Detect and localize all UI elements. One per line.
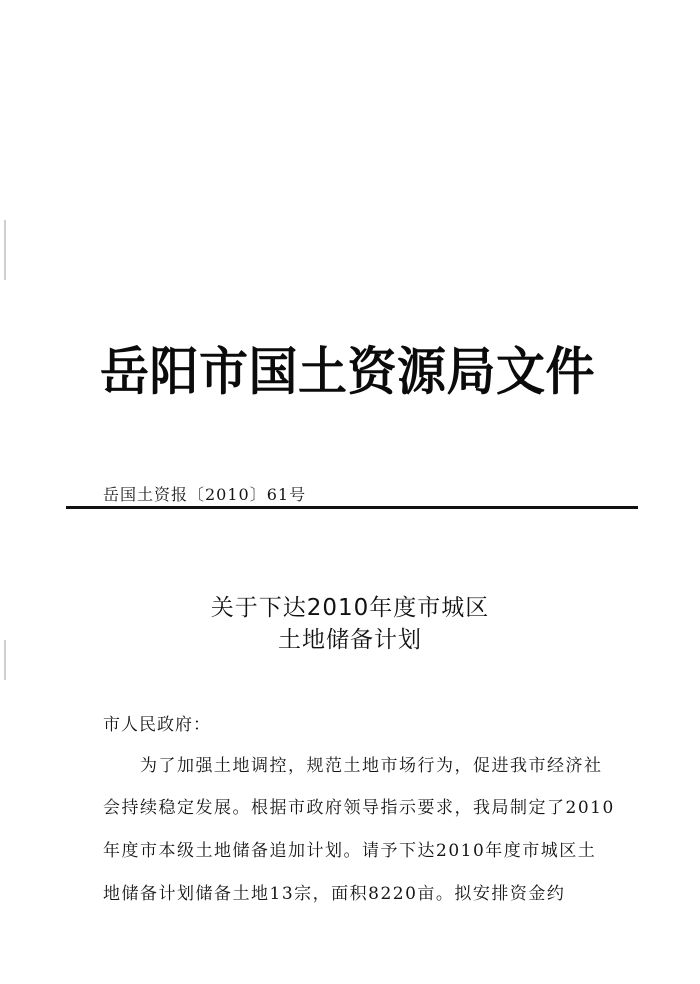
body-line: 为了加强土地调控，规范土地市场行为，促进我市经济社 bbox=[140, 756, 603, 776]
body-line: 年度市本级土地储备追加计划。请予下达2010年度市城区土 bbox=[103, 841, 597, 861]
document-header: 岳阳市国土资源局文件 bbox=[100, 341, 596, 403]
document-title-line-2: 土地储备计划 bbox=[278, 627, 422, 653]
document-title-line-1: 关于下达2010年度市城区 bbox=[210, 595, 490, 621]
body-line: 地储备计划储备土地13宗，面积8220亩。拟安排资金约 bbox=[103, 884, 566, 904]
header-rule bbox=[66, 506, 638, 509]
salutation: 市人民政府： bbox=[103, 715, 211, 735]
scan-edge-mark bbox=[4, 220, 6, 280]
body-line: 会持续稳定发展。根据市政府领导指示要求，我局制定了2010 bbox=[103, 798, 615, 818]
document-number: 岳国土资报〔2010〕61号 bbox=[103, 485, 307, 504]
